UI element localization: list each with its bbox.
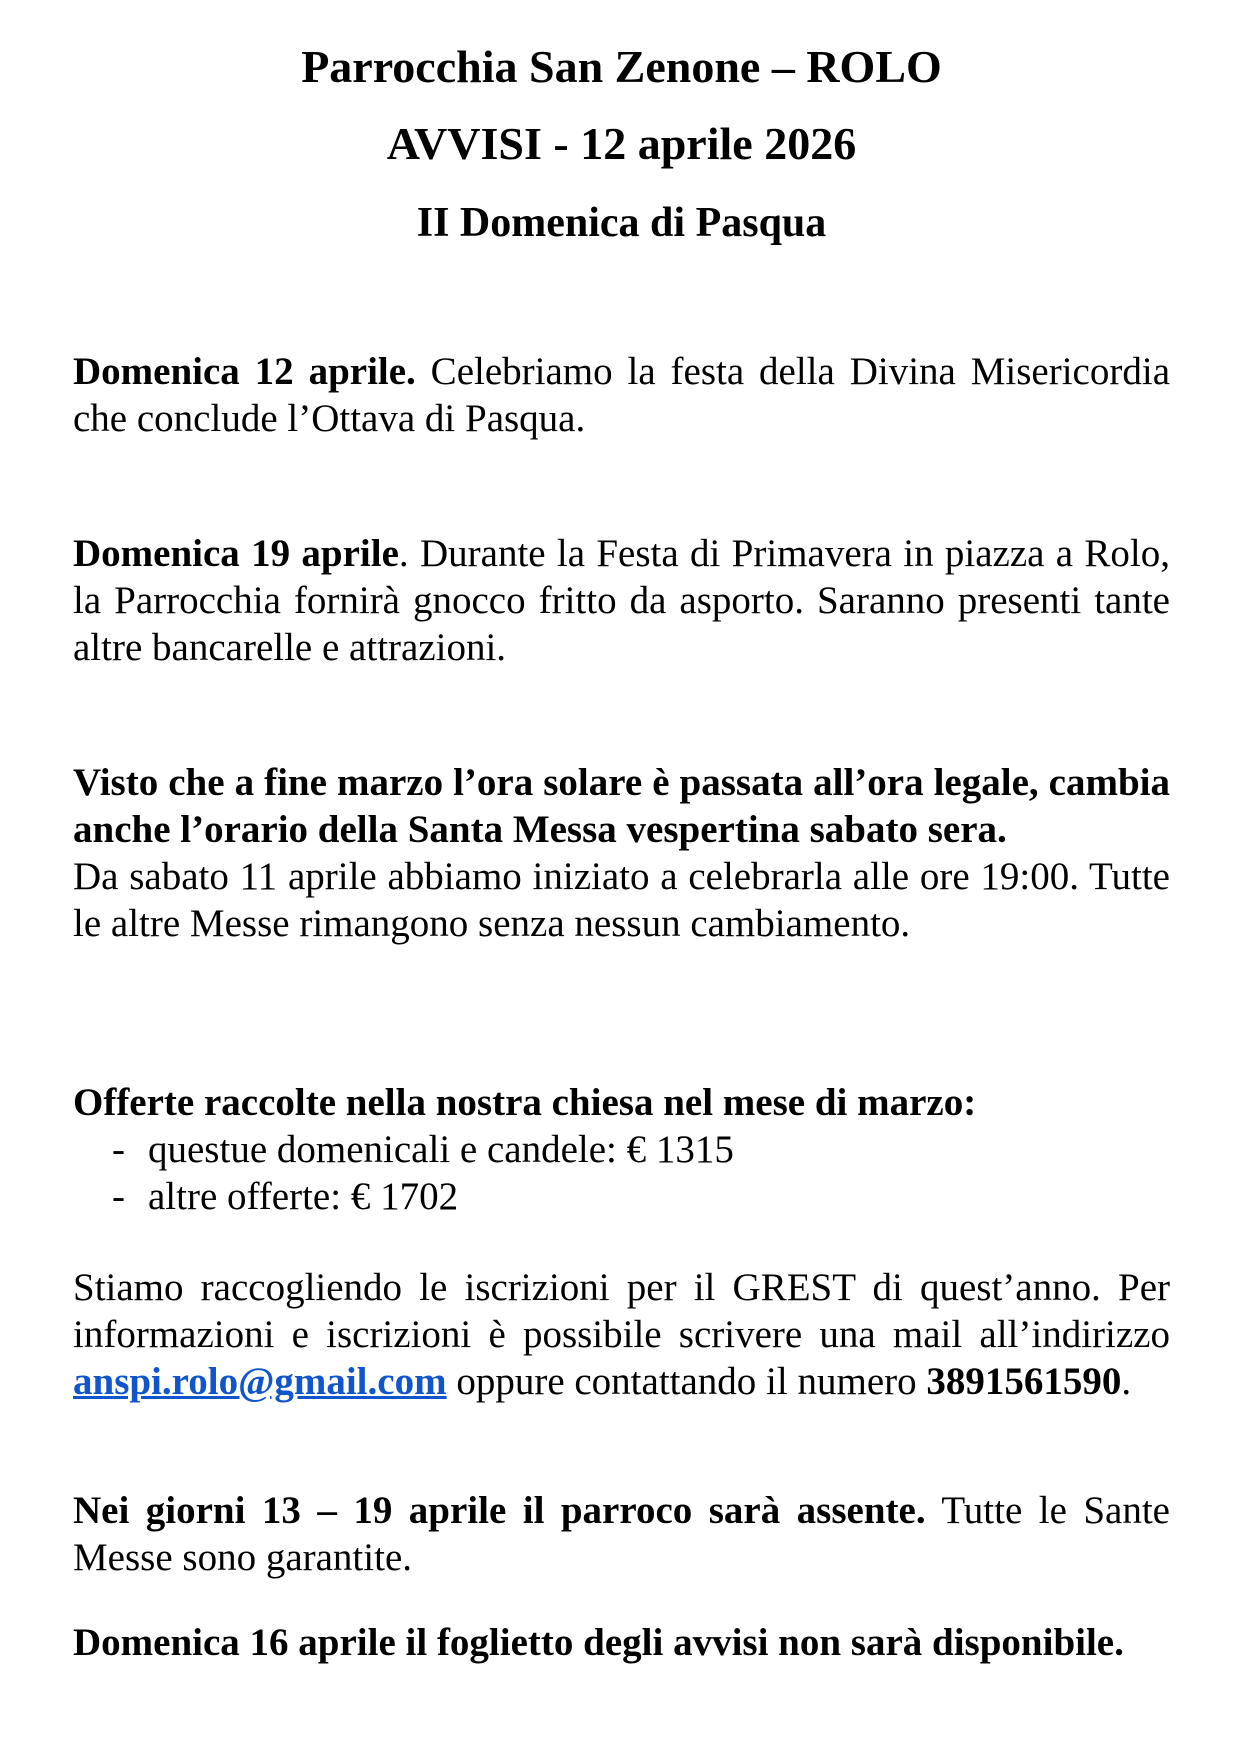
announcement-orario-messa [73,759,1170,947]
offerte-list [73,1126,1170,1220]
sunday-title: II Domenica di Pasqua [416,200,827,246]
phone-number: 3891561590 [926,1360,1122,1403]
grest-body-text: . [1121,1360,1132,1403]
list-item [73,1173,1170,1220]
announcement-lead-date: Domenica 12 aprile. [73,350,416,393]
avvisi-date-title: AVVISI - 12 aprile 2026 [386,118,857,169]
grest-paragraph [73,1264,1170,1405]
offerte-heading: Offerte raccolte nella nostra chiesa nel mese di marzo: [73,1081,977,1124]
list-item [73,1126,1170,1173]
grest-body-text: oppure contattando il numero [446,1360,927,1403]
announcement-foglietto: Domenica 16 aprile il foglietto degli avvisi non sarà disponibile. [73,1621,1124,1664]
announcement-parroco-assente [73,1487,1170,1581]
grest-body-text: Stiamo raccogliendo le iscrizioni per il GREST di quest’anno. Per informazioni e iscrizioni è possibile scrivere una mail all’indirizzo [73,1266,1170,1356]
announcement-bold-notice: Visto che a fine marzo l’ora solare è passata all’ora legale, cambia anche l’orario della Santa Messa vespertina sabato sera. [73,761,1170,851]
offerte-section [73,1079,1170,1220]
list-item-text: questue domenicali e candele: € 1315 [148,1128,734,1171]
announcement-body-text: Da sabato 11 aprile abbiamo iniziato a celebrarla alle ore 19:00. Tutte le altre Messe rimangono senza nessun cambiamento. [73,855,1170,945]
list-bullet: - [112,1175,125,1218]
announcement-lead-date: Nei giorni 13 – 19 aprile il parroco sarà assente. [73,1489,926,1532]
announcement-festa-primavera [73,530,1170,671]
email-link[interactable]: anspi.rolo@gmail.com [73,1360,447,1403]
announcement-divina-misericordia [73,348,1170,442]
announcement-body-text: . Durante la Festa di Primavera in piazza a Rolo, la Parrocchia fornirà gnocco fritto da asporto. Saranno presenti tante altre bancarelle e attrazioni. [73,532,1171,669]
parish-name-title: Parrocchia San Zenone – ROLO [301,41,942,92]
announcement-body-text: Celebriamo la festa della Divina Misericordia che conclude l’Ottava di Pasqua. [73,350,1170,440]
announcement-lead-date: Domenica 19 aprile [73,532,399,575]
list-item-text: altre offerte: € 1702 [148,1175,459,1218]
announcement-body-text: Tutte le Sante Messe sono garantite. [73,1489,1170,1579]
list-bullet: - [112,1128,125,1171]
